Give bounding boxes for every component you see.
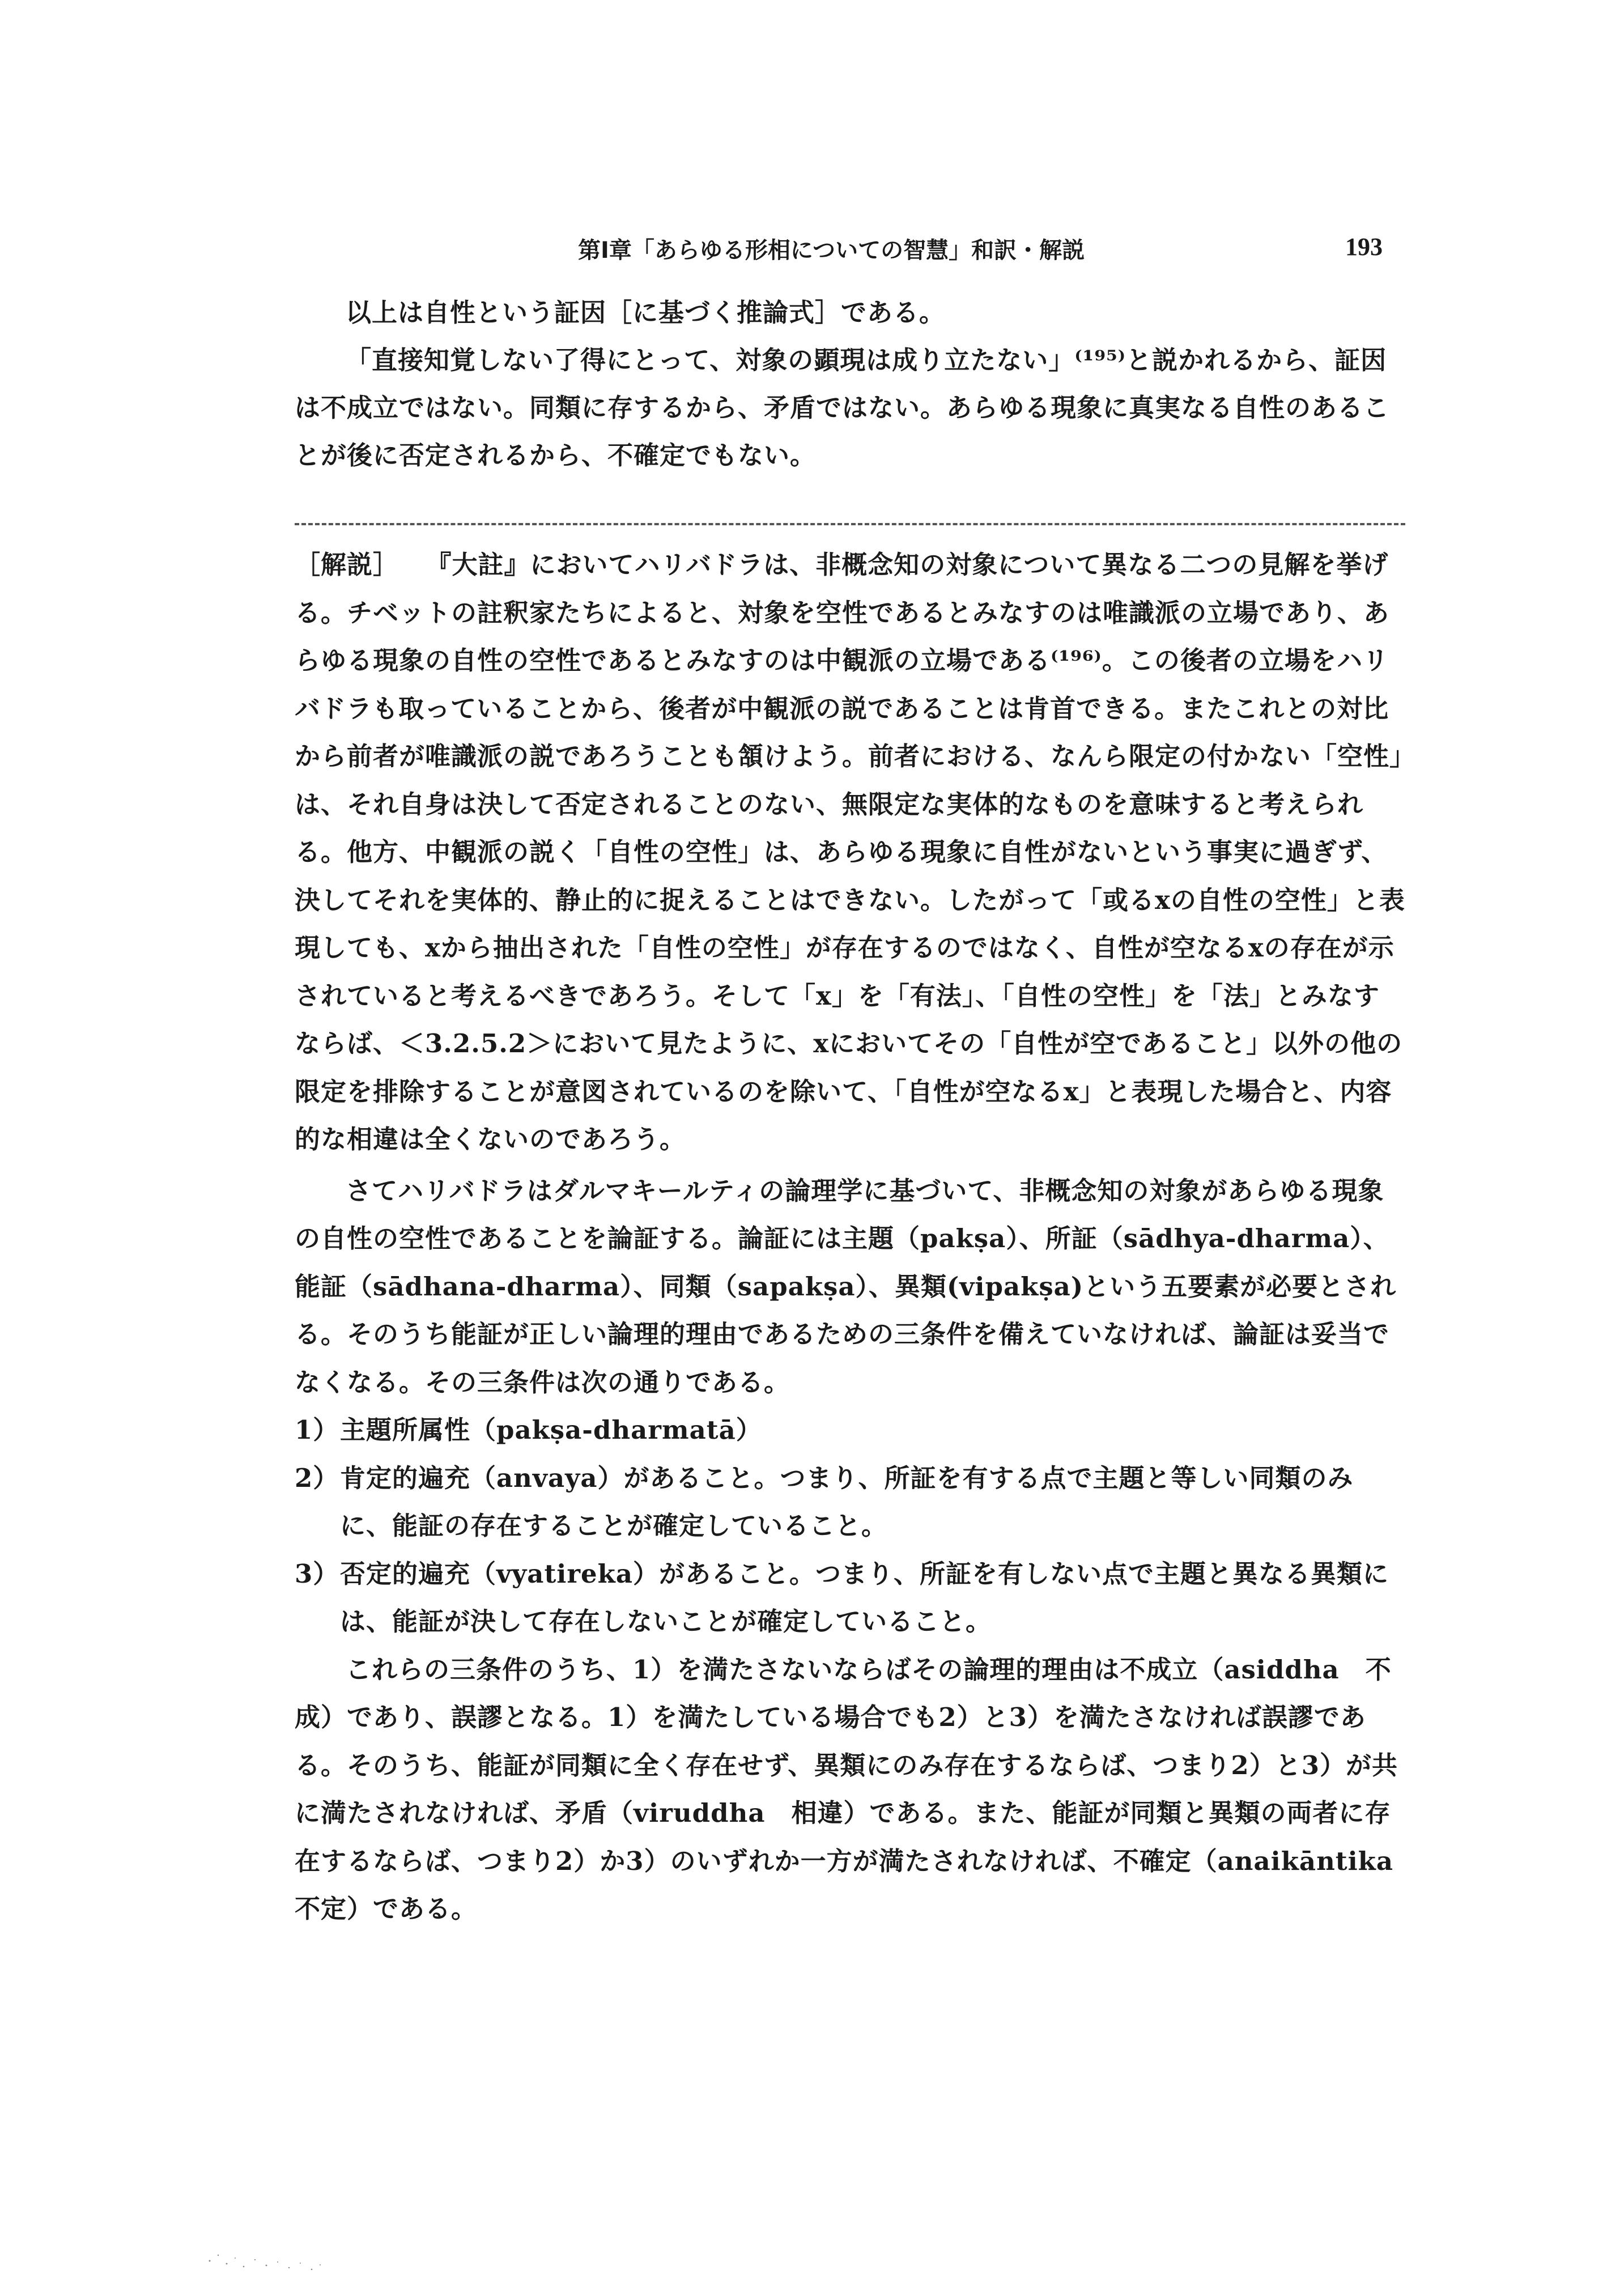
commentary-paragraph xyxy=(295,541,1405,1164)
commentary-section xyxy=(295,541,1420,1933)
condition-item xyxy=(295,1406,1405,1455)
commentary-paragraph: これらの三条件のうち、1）を満たさないならばその論理的理由は不成立（asiddha 不成）であり、誤謬となる。1）を満たしている場合でも2）と3）を満たさなければ誤謬である。そのうち、能証が同類に全く存在せず、異類にのみ存在するならば、つまり2）と3）が共に満たされなければ、矛盾（viruddha 相違）である。また、能証が同類と異類の両者に存在するならば、つまり2）か3）のいずれか一方が満たされなければ、不確定（anaikāntika 不定）である。 xyxy=(295,1654,1420,1924)
page-number: 193 xyxy=(1345,233,1383,261)
translation-paragraph: 以上は自性という証因［に基づく推論式］である。 xyxy=(346,297,946,328)
translation-paragraph: 「直接知覚しない了得にとって、対象の顕現は成り立たない」⁽¹⁹⁵⁾と説かれるから、証因は不成立ではない。同類に存するから、矛盾ではない。あらゆる現象に真実なる自性のあることが後に否定されるから、不確定でもない。 xyxy=(295,345,1390,470)
condition-number: 1） xyxy=(295,1415,339,1445)
commentary-text: 『大註』においてハリバドラは、非概念知の対象について異なる二つの見解を挙げる。チベットの註釈家たちによると、対象を空性であるとみなすのは唯識派の立場であり、あらゆる現象の自性の空性であるとみなすのは中観派の立場である⁽¹⁹⁶⁾。この後者の立場をハリバドラも取っていることから、後者が中観派の説であることは肯首できる。またこれとの対比から前者が唯識派の説であろうことも頷けよう。前者における、なんら限定の付かない「空性」は、それ自身は決して否定されることのない、無限定な実体的なものを意味すると考えられる。他方、中観派の説く「自性の空性」は、あらゆる現象に自性がないという事実に過ぎず、決してそれを実体的、静止的に捉えることはできない。したがって「或るxの自性の空性」と表現しても、xから抽出された「自性の空性」が存在するのではなく、自性が空なるxの存在が示されていると考えるべきであろう。そして「x」を「有法」、「自性の空性」を「法」とみなすならば、＜3.2.5.2＞において見たように、xにおいてその「自性が空であること」以外の他の限定を排除することが意図されているのを除いて、「自性が空なるx」と表現した場合と、内容的な相違は全くないのであろう。 xyxy=(295,550,1405,1154)
running-header xyxy=(578,232,1383,272)
commentary-paragraph: さてハリバドラはダルマキールティの論理学に基づいて、非概念知の対象があらゆる現象の自性の空性であることを論証する。論証には主題（pakṣa）、所証（sādhya-dharma）、能証（sādhana-dharma）、同類（sapakṣa）、異類(vipakṣa)という五要素が必要とされる。そのうち能証が正しい論理的理由であるための三条件を備えていなければ、論証は妥当でなくなる。その三条件は次の通りである。 xyxy=(295,1175,1397,1397)
condition-number: 3） xyxy=(295,1558,339,1589)
condition-text: 主題所属性（pakṣa-dharmatā） xyxy=(340,1415,762,1445)
condition-item xyxy=(295,1455,1405,1550)
translation-section xyxy=(295,289,1405,479)
chapter-title: 第Ⅰ章「あらゆる形相についての智慧」和訳・解説 xyxy=(578,237,1085,263)
condition-text: 肯定的遍充（anvaya）があること。つまり、所証を有する点で主題と等しい同類のみに、能証の存在することが確定していること。 xyxy=(340,1462,1354,1541)
condition-number: 2） xyxy=(295,1462,339,1493)
commentary-label: ［解説］ xyxy=(295,550,399,580)
dashed-separator xyxy=(295,523,1405,525)
condition-item xyxy=(295,1550,1405,1646)
scan-noise xyxy=(204,2238,329,2284)
condition-text: 否定的遍充（vyatireka）があること。つまり、所証を有しない点で主題と異なる異類には、能証が決して存在しないことが確定していること。 xyxy=(340,1558,1389,1636)
